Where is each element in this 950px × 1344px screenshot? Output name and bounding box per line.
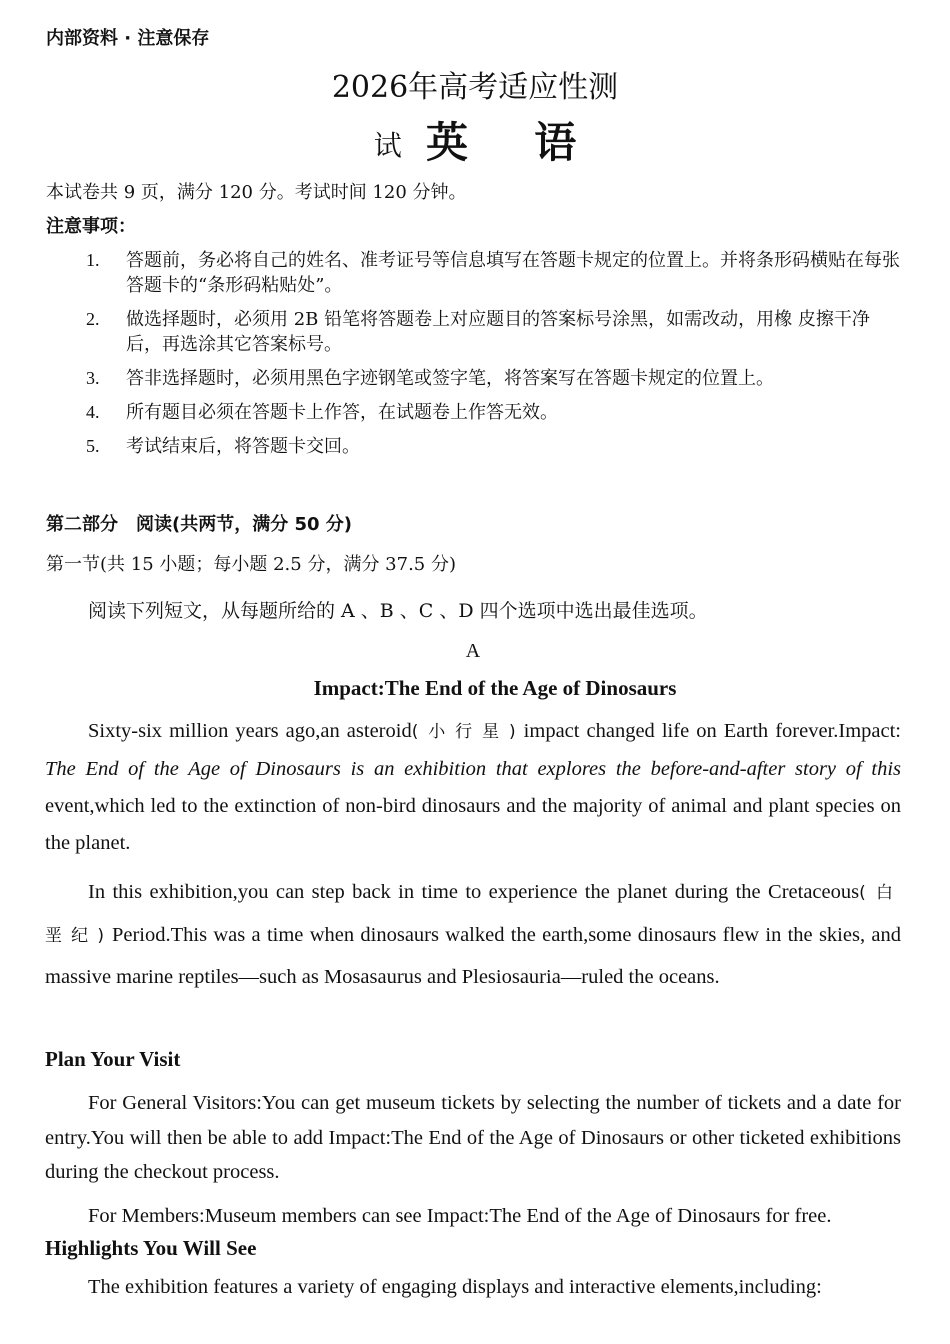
- notice-title: 注意事项：: [46, 216, 136, 237]
- passage-title: Impact:The End of the Age of Dinosaurs: [313, 676, 677, 700]
- notice-text: 答非选择题时，必须用黑色字迹钢笔或签字笔，将答案写在答题卡规定的位置上。: [126, 368, 774, 389]
- subject-second: 语: [534, 118, 577, 167]
- passage-paragraph-2: [45, 872, 901, 999]
- notice-item: [86, 400, 900, 425]
- notice-text: 考试结束后，将答题卡交回。: [126, 436, 360, 457]
- passage-letter: A: [465, 640, 481, 662]
- exam-title: 2026年高考适应性测: [331, 70, 619, 105]
- passage-paragraph-1: [45, 713, 901, 862]
- notice-item: [86, 366, 900, 391]
- passage-paragraph-5: The exhibition features a variety of engaging displays and interactive elements,including:: [88, 1276, 822, 1298]
- notice-number: 3.: [86, 368, 100, 388]
- confidential-tag: 内部资料 · 注意保存: [46, 28, 210, 49]
- notice-number: 5.: [86, 436, 100, 456]
- paragraph-text: impact changed life on Earth forever.Impact:: [523, 720, 901, 742]
- paragraph-text: Sixty-six million years ago,an asteroid: [88, 720, 412, 742]
- notice-number: 4.: [86, 402, 100, 422]
- paragraph-text: Period.This was a time when dinosaurs walked the earth,some dinosaurs flew in the skies, and massive marine reptiles—such as Mosasaurus and Plesiosauria—ruled the oceans.: [45, 923, 901, 988]
- highlights-heading: Highlights You Will See: [45, 1236, 257, 1260]
- notice-item: [86, 434, 900, 459]
- notice-text: 所有题目必须在答题卡上作答，在试题卷上作答无效。: [126, 402, 558, 423]
- reading-instruction: 阅读下列短文，从每题所给的 A 、B 、C 、D 四个选项中选出最佳选项。: [88, 600, 708, 622]
- plan-visit-heading: Plan Your Visit: [45, 1047, 181, 1071]
- notice-number: 2.: [86, 309, 100, 329]
- paragraph-text: In this exhibition,you can step back in time to experience the planet during the Cretaceous: [88, 881, 860, 903]
- notice-text: 答题前，务必将自己的姓名、准考证号等信息填写在答题卡规定的位置上。并将条形码横贴在每张答题卡的“条形码粘贴处”。: [126, 250, 900, 296]
- section-title: 第二部分 阅读(共两节，满分 50 分): [46, 514, 353, 535]
- subject-prefix: 试: [373, 129, 402, 162]
- notice-text: 做选择题时，必须用 2B 铅笔将答题卷上对应题目的答案标号涂黑，如需改动，用橡 皮擦干净后，再选涂其它答案标号。: [126, 309, 870, 355]
- paragraph-text: event,which led to the extinction of non-bird dinosaurs and the majority of animal and plant species on the planet.: [45, 795, 901, 854]
- passage-paragraph-3: For General Visitors:You can get museum tickets by selecting the number of tickets and a date for entry.You will then be able to add Impact:The End of the Age of Dinosaurs or other ticketed exhibitions during the checkout process.: [45, 1092, 901, 1183]
- notice-list: [86, 248, 900, 468]
- subsection-title: 第一节(共 15 小题；每小题 2.5 分，满分 37.5 分): [46, 554, 456, 575]
- subject-title: [0, 110, 950, 170]
- exam-info: 本试卷共 9 页，满分 120 分。考试时间 120 分钟。: [46, 182, 467, 203]
- cjk-annotation: (小行星): [411, 722, 524, 742]
- subject-main: 英: [425, 118, 468, 167]
- passage-paragraph-4: For Members:Museum members can see Impact:The End of the Age of Dinosaurs for free.: [88, 1205, 832, 1227]
- notice-item: [86, 248, 900, 298]
- notice-number: 1.: [86, 250, 100, 270]
- cjk-annotation: (白 垩纪): [45, 883, 902, 946]
- exhibition-title-italic: The End of the Age of Dinosaurs is an exhibition that explores the before-and-after story of this: [45, 758, 901, 780]
- notice-item: [86, 307, 900, 357]
